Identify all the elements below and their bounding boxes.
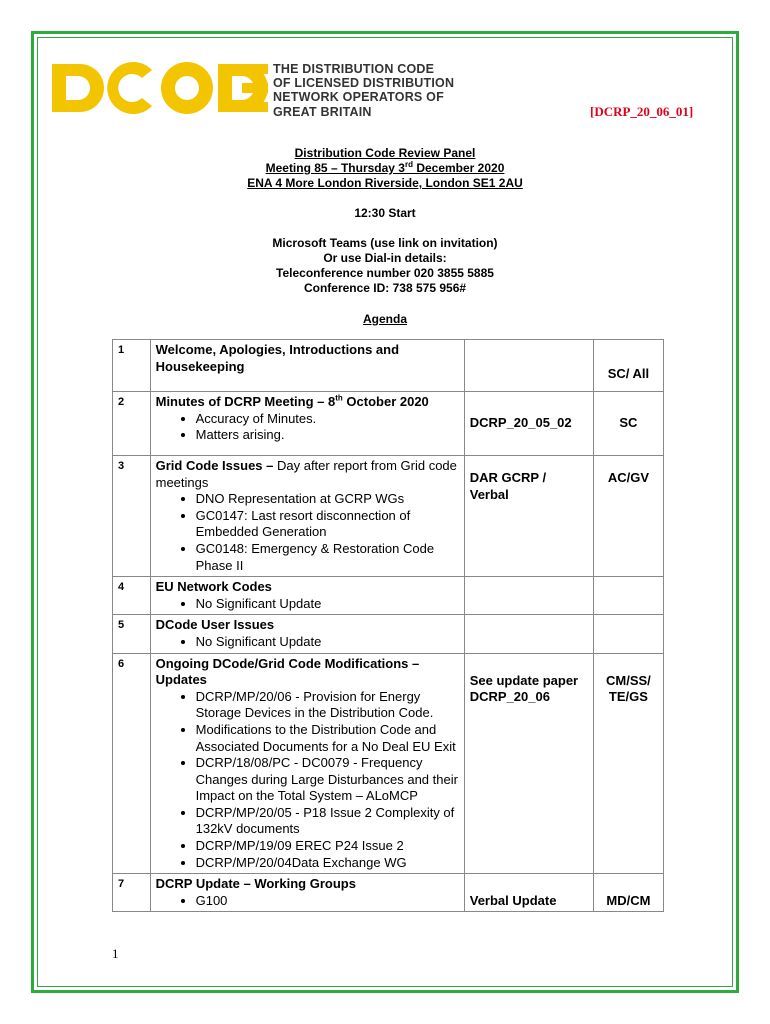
venue-line: ENA 4 More London Riverside, London SE1 2AU: [247, 176, 523, 190]
agenda-row: 2 Minutes of DCRP Meeting – 8th October 2020 • Accuracy of Minutes. • Matters arising. DCRP_20_05_02 SC: [113, 392, 664, 456]
agenda-row: 1 Welcome, Apologies, Introductions and Housekeeping SC/ All: [113, 340, 664, 392]
dial-in-block: Microsoft Teams (use link on invitation) Or use Dial-in details: Teleconference number 020 3855 5885 Conference ID: 738 575 956#: [272, 236, 498, 295]
logo-tagline: THE DISTRIBUTION CODE OF LICENSED DISTRIBUTION NETWORK OPERATORS OF GREAT BRITAIN: [273, 62, 455, 119]
agenda-row: 3 Grid Code Issues – Day after report from Grid code meetings • DNO Representation at GCRP WGs • GC0147: Last resort disconnection of Embedded Generation • GC0148: Emergency & Restoration Code Phase II DAR GCRP / Verbal AC/GV: [113, 456, 664, 577]
agenda-row: 7 DCRP Update – Working Groups • G100 Verbal Update MD/CM: [113, 874, 664, 912]
header-block: [0, 146, 770, 191]
meeting-line: Meeting 85 – Thursday 3rd December 2020: [265, 160, 505, 175]
agenda-heading: Agenda: [362, 312, 407, 326]
agenda-row: 6 Ongoing DCode/Grid Code Modifications – Updates • DCRP/MP/20/06 - Provision for Energy Storage Devices in the Distribution Code. • Modifications to the Distribution Code and Associated Documents for a No Deal EU Exit • DCRP/18/08/PC - DC0079 - Frequency Changes during Large Disturbances and their Impact on the Total System – ALoMCP • DCRP/MP/20/05 - P18 Issue 2 Complexity of 132kV documents • DCRP/MP/19/09 EREC P24 Issue 2 • DCRP/MP/20/04Data Exchange WG See update paper DCRP_20_06 CM/SS/ TE/GS: [113, 653, 664, 874]
start-time: 12:30 Start: [354, 206, 416, 220]
document-reference: [DCRP_20_06_01]: [590, 104, 694, 119]
panel-title: Distribution Code Review Panel: [294, 146, 476, 160]
page-number: 1: [112, 946, 119, 961]
agenda-table: [112, 339, 664, 912]
agenda-row: 4 EU Network Codes • No Significant Update: [113, 577, 664, 615]
agenda-row: 5 DCode User Issues • No Significant Update: [113, 615, 664, 653]
